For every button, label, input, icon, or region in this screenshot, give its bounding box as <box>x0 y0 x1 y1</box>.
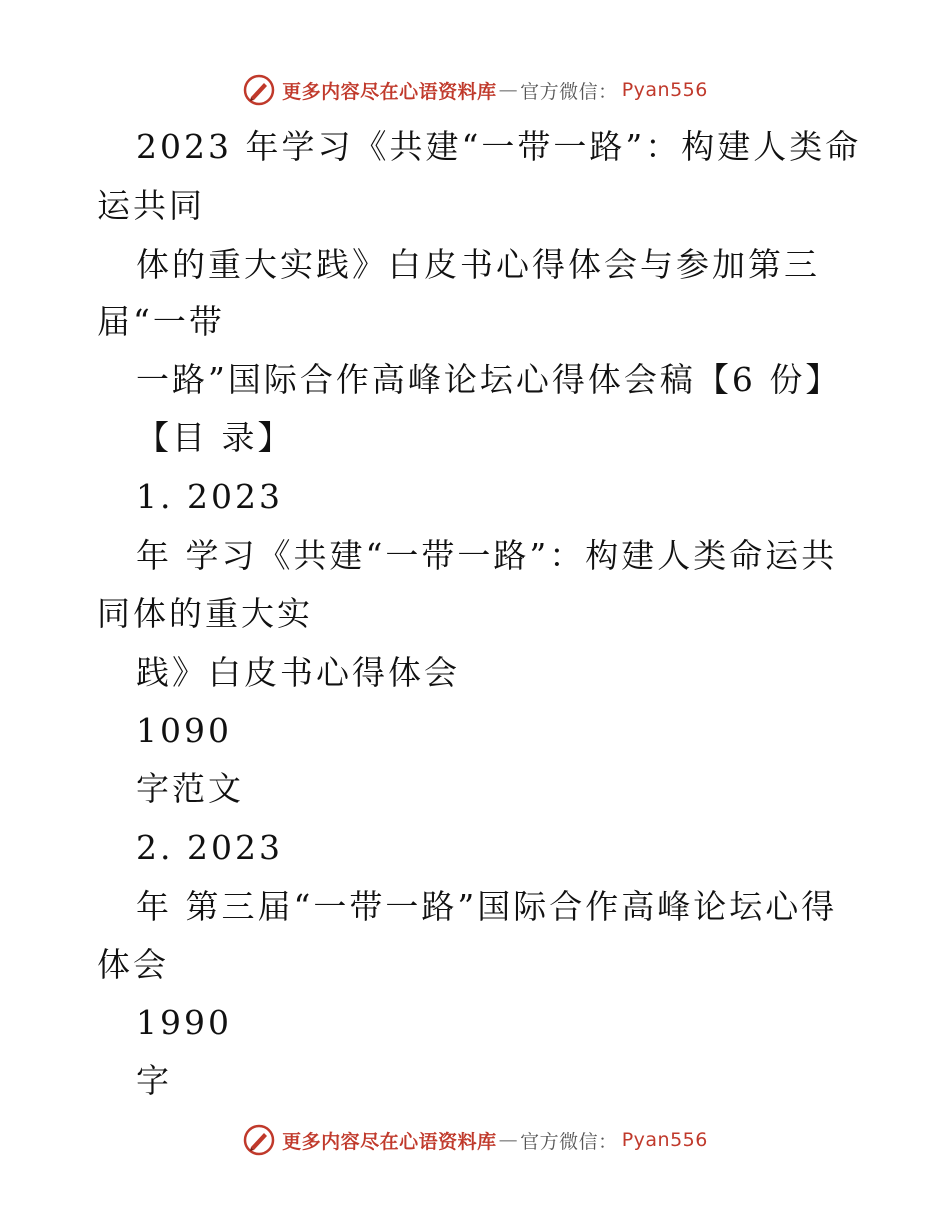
banner-dash: — <box>498 79 519 101</box>
header-banner <box>0 70 950 110</box>
pen-logo-icon <box>242 1123 276 1157</box>
title-line-4: 届“一带 <box>97 302 225 341</box>
toc-item-2-wordcount: 1990 <box>136 1003 232 1042</box>
title-line-3: 体的重大实践》白皮书心得体会与参加第三 <box>136 245 820 284</box>
toc-heading: 【目 录】 <box>136 418 294 457</box>
toc-item-2-line-1: 年 第三届“一带一路”国际合作高峰论坛心得 <box>136 887 838 926</box>
toc-item-1-line-3: 践》白皮书心得体会 <box>136 653 460 692</box>
banner-wechat-label: 官方微信： <box>520 80 618 103</box>
toc-item-1-wordcount-unit: 字范文 <box>136 769 244 808</box>
toc-item-1-number: 1. 2023 <box>136 477 283 516</box>
banner-text: 更多内容尽在心语资料库 <box>282 1130 497 1153</box>
pen-logo-icon <box>242 73 276 107</box>
toc-item-1-line-2: 同体的重大实 <box>97 594 313 633</box>
toc-item-2-line-2: 体会 <box>97 945 169 984</box>
toc-item-1-line-1: 年 学习《共建“一带一路”：构建人类命运共 <box>136 536 838 575</box>
toc-item-1-wordcount: 1090 <box>136 711 232 750</box>
banner-text: 更多内容尽在心语资料库 <box>282 80 497 103</box>
title-line-5: 一路”国际合作高峰论坛心得体会稿【6 份】 <box>136 360 842 399</box>
footer-banner <box>0 1120 950 1160</box>
toc-item-2-number: 2. 2023 <box>136 828 283 867</box>
toc-item-2-wordcount-unit: 字 <box>136 1061 172 1100</box>
banner-wechat-id: Pyan556 <box>621 79 708 101</box>
title-line-1: 2023 年学习《共建“一带一路”：构建人类命 <box>136 127 862 166</box>
title-line-2: 运共同 <box>97 186 205 225</box>
banner-wechat-label: 官方微信： <box>520 1130 618 1153</box>
banner-dash: — <box>498 1129 519 1151</box>
banner-wechat-id: Pyan556 <box>621 1129 708 1151</box>
